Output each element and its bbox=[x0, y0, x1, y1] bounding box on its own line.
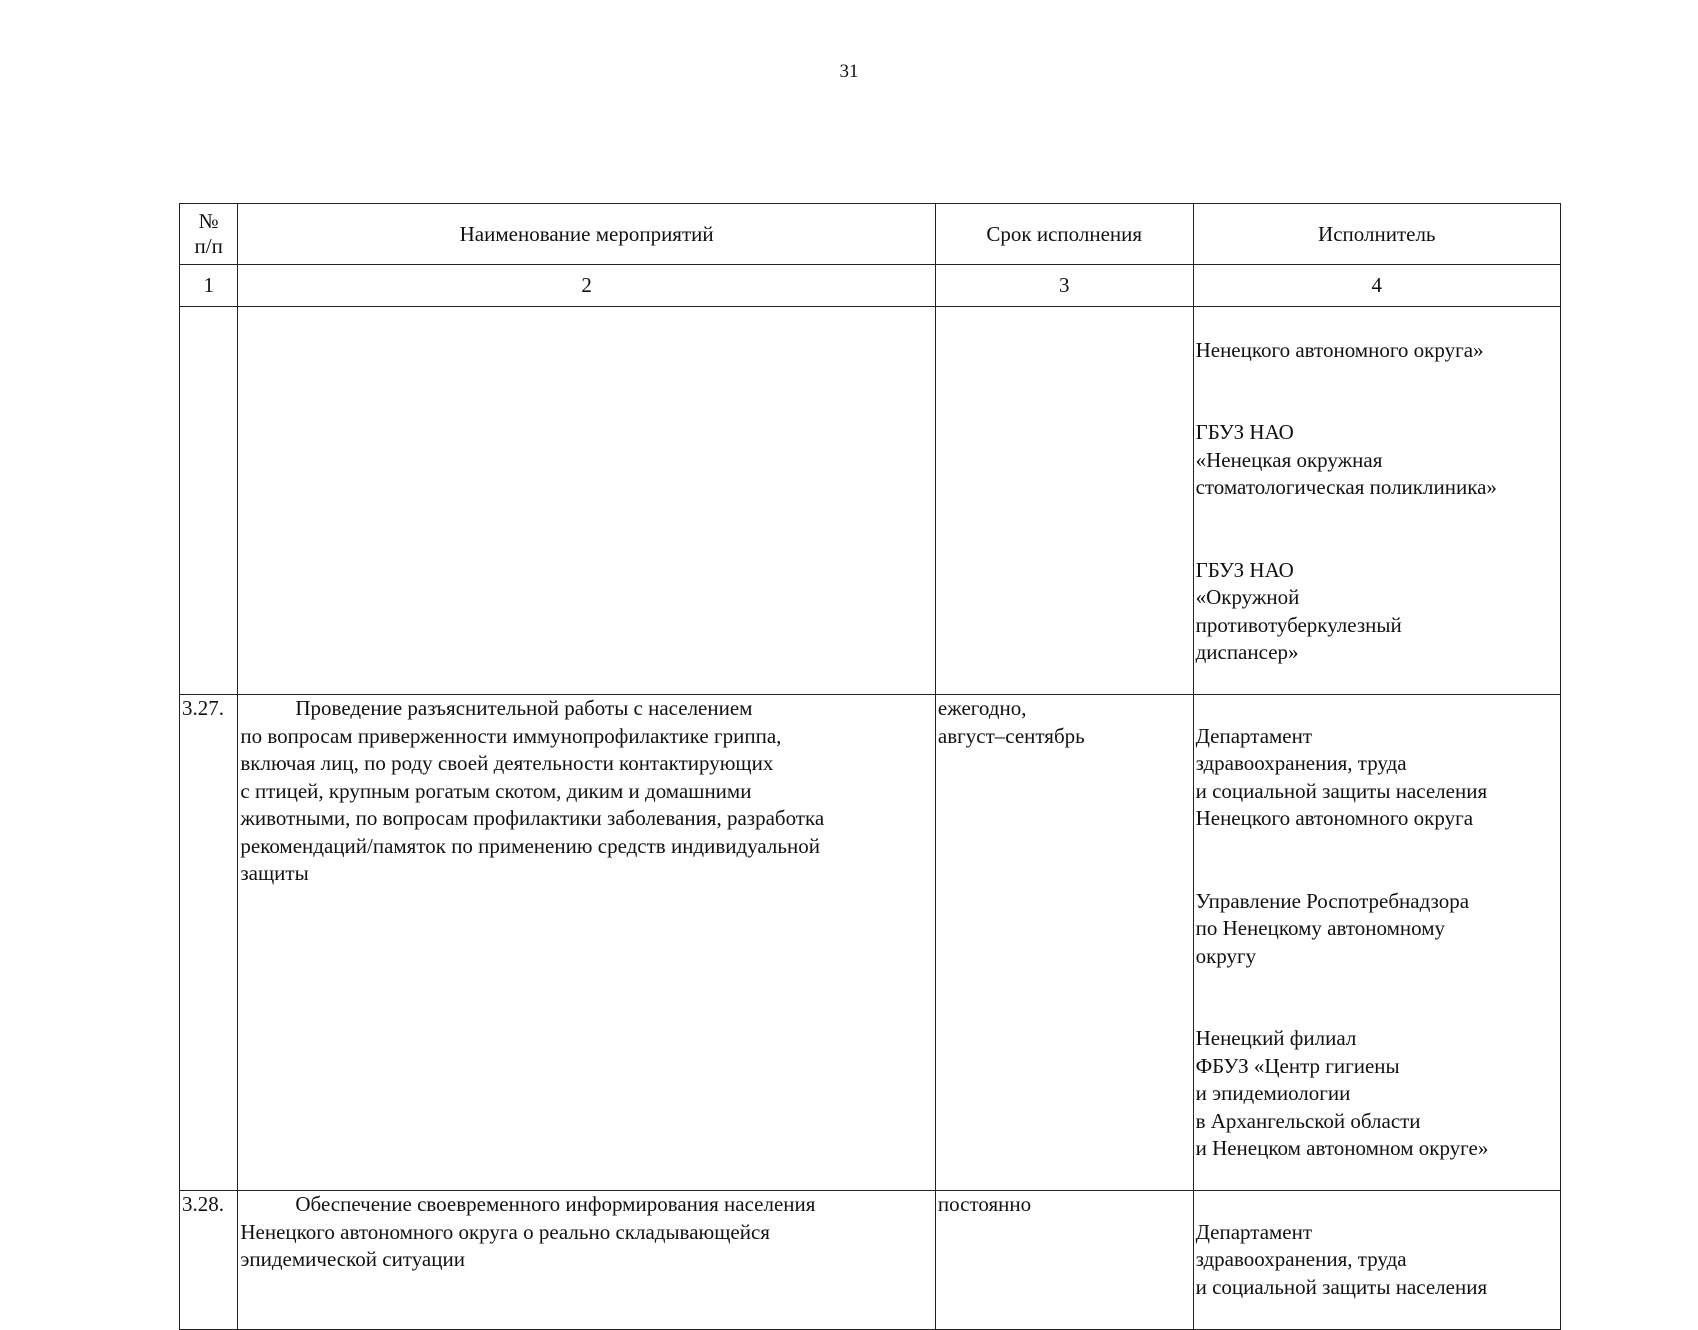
table-row bbox=[180, 307, 1561, 695]
row-name-text: Проведение разъяснительной работы с населением по вопросам приверженности иммунопрофилактике гриппа, включая лиц, по роду своей деятельности контактирующих с птицей, крупным рогатым скотом, диким и домашними животными, по вопросам профилактики заболевания, разработка рекомендаций/памяток по применению средств индивидуальной защиты bbox=[240, 696, 825, 885]
page-number: 31 bbox=[839, 61, 859, 82]
row-executors bbox=[1193, 307, 1560, 695]
header-term: Срок исполнения bbox=[935, 204, 1193, 265]
executor-entry: Департамент здравоохранения, труда и социальной защиты населения Ненецкого автономного округа bbox=[1195, 723, 1488, 830]
row-name bbox=[238, 695, 936, 1191]
table-row bbox=[180, 1191, 1561, 1330]
header-num: № п/п bbox=[180, 204, 238, 265]
table-row bbox=[180, 695, 1561, 1191]
row-term: ежегодно, август–сентябрь bbox=[935, 695, 1193, 1191]
executor-entry: Департамент здравоохранения, труда и социальной защиты населения bbox=[1195, 1219, 1488, 1299]
header-executor: Исполнитель bbox=[1193, 204, 1560, 265]
row-name bbox=[238, 1191, 936, 1330]
table-header-row bbox=[180, 204, 1561, 265]
row-term: постоянно bbox=[935, 1191, 1193, 1330]
row-num: 3.28. bbox=[180, 1191, 238, 1330]
executor-entry: ГБУЗ НАО «Ненецкая окружная стоматологическая поликлиника» bbox=[1195, 420, 1497, 499]
row-num: 3.27. bbox=[180, 695, 238, 1191]
row-term bbox=[935, 307, 1193, 695]
row-executors bbox=[1193, 1191, 1560, 1330]
row-num bbox=[180, 307, 238, 695]
executor-entry: Управление Роспотребнадзора по Ненецкому автономному округу bbox=[1195, 888, 1470, 968]
executor-entry: Ненецкого автономного округа» bbox=[1195, 337, 1484, 362]
executor-entry: Ненецкий филиал ФБУЗ «Центр гигиены и эпидемиологии в Архангельской области и Ненецком автономном округе» bbox=[1195, 1026, 1489, 1160]
column-index: 3 bbox=[935, 265, 1193, 307]
column-index: 1 bbox=[180, 265, 238, 307]
column-index-row bbox=[180, 265, 1561, 307]
header-name: Наименование мероприятий bbox=[238, 204, 936, 265]
column-index: 2 bbox=[238, 265, 936, 307]
row-name bbox=[238, 307, 936, 695]
measures-table bbox=[179, 203, 1561, 1330]
row-executors bbox=[1193, 695, 1560, 1191]
row-name-text: Обеспечение своевременного информирования населения Ненецкого автономного округа о реально складывающейся эпидемической ситуации bbox=[240, 1192, 816, 1271]
column-index: 4 bbox=[1193, 265, 1560, 307]
executor-entry: ГБУЗ НАО «Окружной противотуберкулезный диспансер» bbox=[1195, 557, 1402, 664]
